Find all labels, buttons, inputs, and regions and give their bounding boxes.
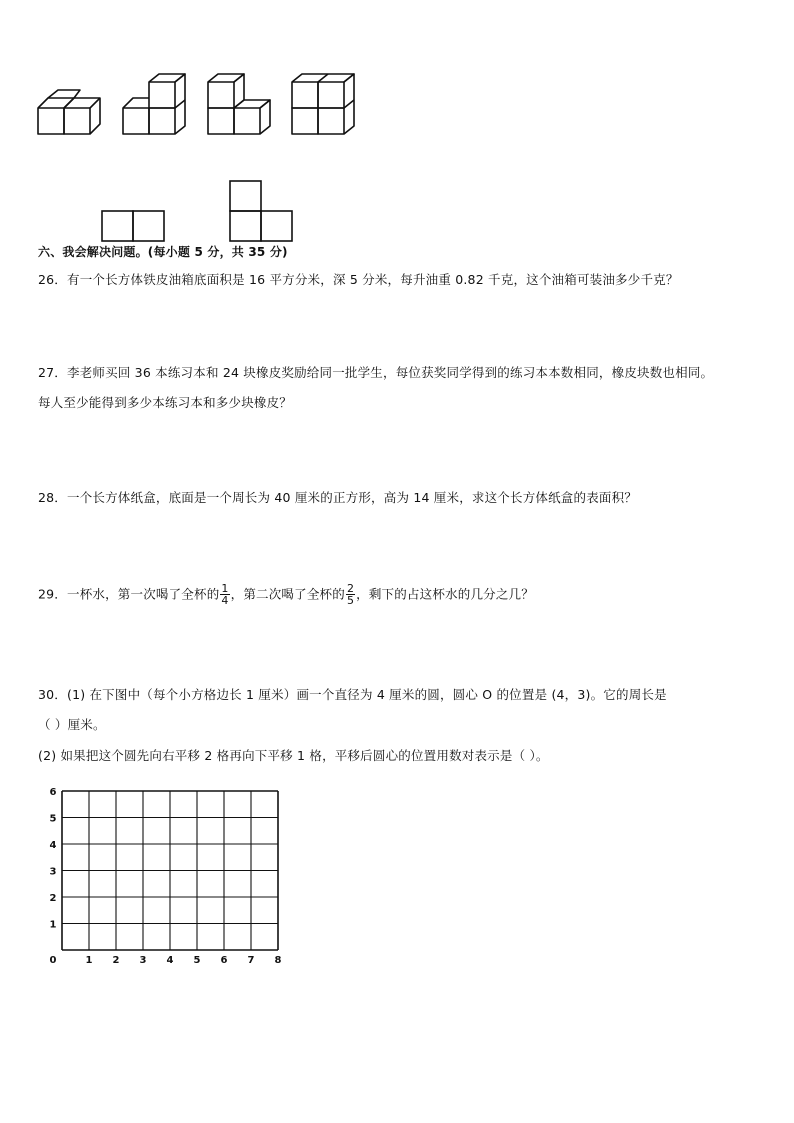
x-axis-label: 6 [220,955,228,966]
question-28: 28．一个长方体纸盒，底面是一个周长为 40 厘米的正方形，高为 14 厘米，求这个长方体纸盒的表面积？ [38,490,638,505]
y-axis-label: 1 [49,919,57,931]
y-axis-label: 5 [49,813,57,825]
plane-view-figures [95,175,300,245]
x-axis-label: 1 [85,955,93,966]
fraction-one-quarter [220,583,229,606]
plane-view-1 [102,211,164,241]
y-axis-label: 4 [49,840,57,851]
question-29-part-1: 29．一杯水，第一次喝了全杯的 [38,586,220,602]
x-axis-label: 4 [166,955,174,966]
cube-figure-4 [292,74,354,134]
question-27-line-1: 27．李老师买回 36 本练习本和 24 块橡皮奖励给同一批学生，每位获奖同学得到的练习本本数相同，橡皮块数也相同。 [38,365,714,380]
x-axis-label: 0 [49,955,57,966]
cube-figure-1 [38,90,100,134]
question-26: 26．有一个长方体铁皮油箱底面积是 16 平方分米，深 5 分米，每升油重 0.82 千克，这个油箱可装油多少千克？ [38,272,679,287]
x-axis-label: 3 [139,955,147,966]
question-29-part-2: ，第二次喝了全杯的 [230,586,345,602]
question-29 [38,583,534,606]
cube-figure-2 [123,74,185,134]
x-axis-label: 2 [112,955,120,966]
x-axis-label: 8 [274,955,282,966]
fraction-1-numerator: 1 [221,582,229,595]
cube-figures [30,70,360,145]
plane-view-2 [230,181,292,241]
section-title: 六、我会解决问题。(每小题 5 分，共 35 分) [38,245,288,259]
cube-figure-3 [208,74,270,134]
fraction-2-denominator: 5 [346,594,355,607]
x-axis-label: 7 [247,955,255,966]
question-27-line-2: 每人至少能得到多少本练习本和多少块橡皮？ [38,395,293,410]
y-axis-label: 3 [49,866,57,878]
fraction-two-fifths [346,583,355,606]
fraction-2-numerator: 2 [346,582,355,595]
question-30-line-3: (2) 如果把这个圆先向右平移 2 格再向下平移 1 格，平移后圆心的位置用数对表示是（ ）。 [38,748,549,763]
question-29-part-3: ，剩下的占这杯水的几分之几？ [356,586,534,602]
coordinate-grid [40,785,300,975]
y-axis-label: 2 [49,893,57,904]
y-axis-label: 6 [49,787,57,798]
question-30-line-1: 30．(1) 在下图中（每个小方格边长 1 厘米）画一个直径为 4 厘米的圆，圆心 O 的位置是 (4，3)。它的周长是 [38,687,667,702]
fraction-1-denominator: 4 [221,594,229,607]
x-axis-label: 5 [193,955,201,966]
question-30-line-2: （ ）厘米。 [38,717,106,732]
